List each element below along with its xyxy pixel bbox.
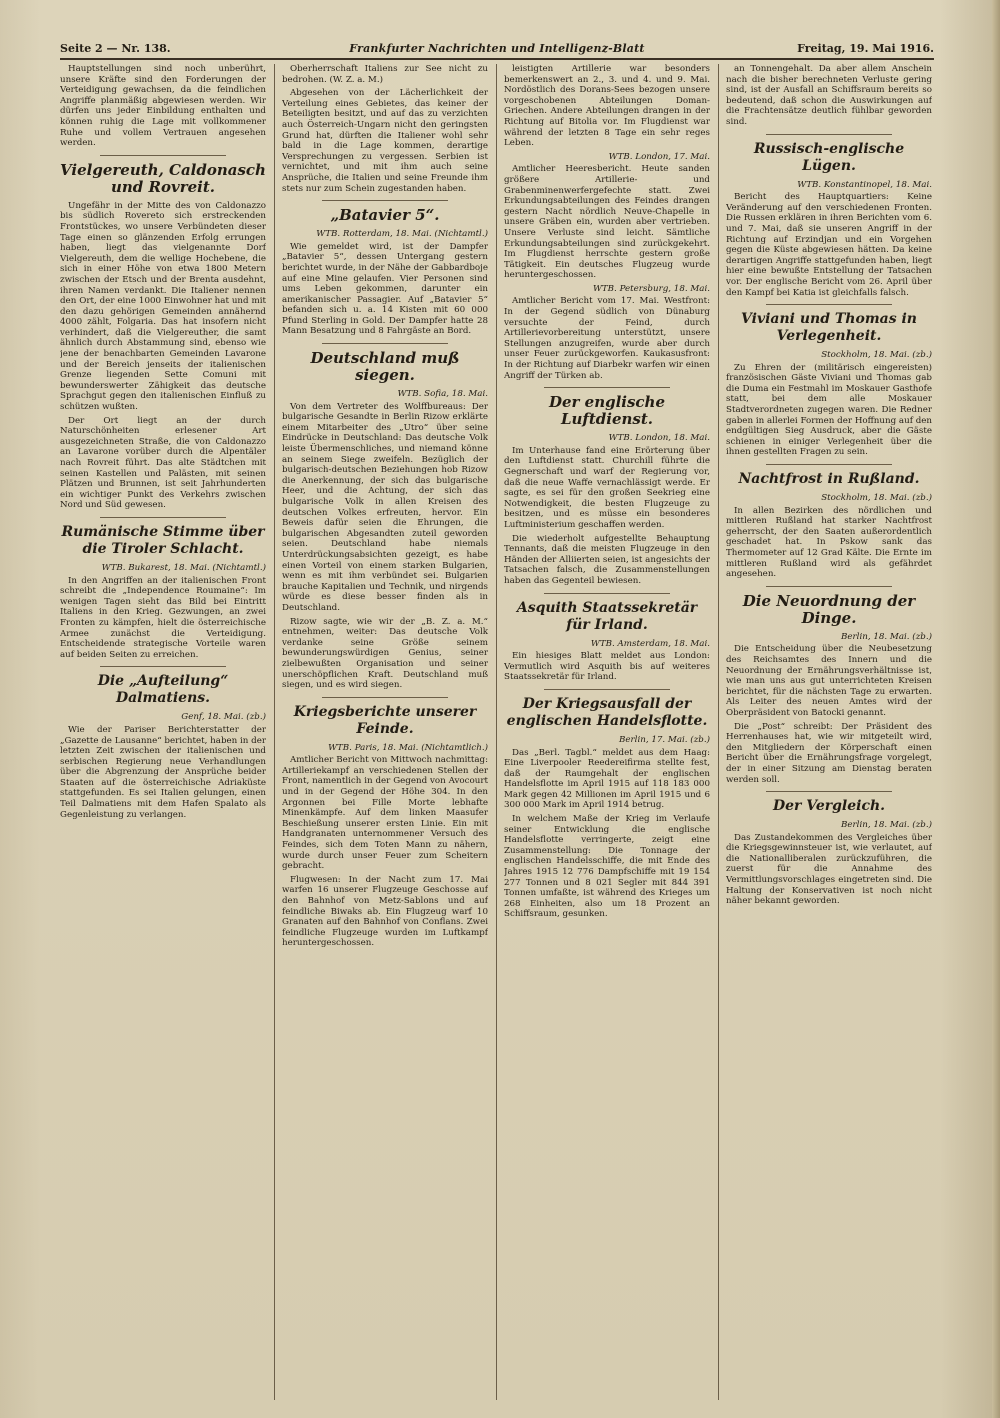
article-paragraph: Amtlicher Heeresbericht. Heute sanden größere Artillerie- und Grabenminenwerfergefechte statt. Zwei Erkundungsabteilungen des Feindes drangen gestern Nacht nördlich Neuve-Chapelle in unsere Gräben ein, wurden aber vertrieben. Unsere Verluste sind leicht. Sämtliche Erkundungsabteilungen sind zurückgekehrt. Im Flugdienst herrschte gestern große Tätigkeit. Ein deutsches Flugzeug wurde heruntergeschossen. bbox=[504, 164, 710, 281]
dateline: Stockholm, 18. Mai. (zb.) bbox=[821, 493, 932, 504]
dateline: Stockholm, 18. Mai. (zb.) bbox=[821, 350, 932, 361]
divider bbox=[766, 304, 892, 305]
article-title: „Batavier 5“. bbox=[330, 206, 440, 225]
article-paragraph: Rizow sagte, wie wir der „B. Z. a. M.“ entnehmen, weiter: Das deutsche Volk verdanke seine Größe seinem bewunderungswürdigen Genius, seiner zielbewußten Organisation und seiner unerschöpflichen Kraft. Deutschland muß siegen, und es wird siegen. bbox=[282, 616, 488, 691]
article-continuation: Hauptstellungen sind noch unberührt, unsere Kräfte sind den Forderungen der Verteidigung gewachsen, da die feindlichen Angriffe planmäßig abgewiesen werden. Wir dürfen uns jeder Einbildung enthalten und können ruhig die Lage mit vollkommener Ruhe und vollem Vertrauen angesehen werden. bbox=[60, 64, 266, 149]
divider bbox=[100, 517, 226, 518]
article-title: Die Neuordnung der Dinge. bbox=[742, 591, 916, 627]
article-paragraph: Von dem Vertreter des Wolffbureaus: Der bulgarische Gesandte in Berlin Rizow erklärte einem Mitarbeiter des „Utro“ über seine Eindrücke in Deutschland: Das deutsche Volk leiste Übermenschliches, und niemand könne an seinem Siege zweifeln. Bezüglich der bulgarisch-deutschen Beziehungen hob Rizow die Anerkennung, der sich das bulgarische Heer, und die Achtung, der sich das bulgarische Volk in allen Kreisen des deutschen Volkes erfreuten, hervor. Ein Beweis dafür seien die Ehrungen, die bulgarischen Abgesandten zuteil geworden seien. Deutschland habe niemals Unterdrückungsabsichten gezeigt, es habe einen Vorteil von einem starken Bulgarien, wenn es mit ihm verbündet sei. Bulgarien brauche Kapitalien und Technik, und nirgends würde es diese besser finden als in Deutschland. bbox=[282, 401, 488, 613]
article-paragraph: Die Entscheidung über die Neubesetzung des Reichsamtes des Innern und die Neuordnung der Ernährungsverhältnisse ist, wie man uns aus gut unterrichteten Kreisen berichtet, für die nächsten Tage zu erwarten. Als Leiter des neuen Amtes wird der Oberpräsident von Batocki genannt. bbox=[726, 644, 932, 718]
page-edge bbox=[992, 0, 1000, 1418]
article-paragraph: Zu Ehren der (militärisch eingereisten) französischen Gäste Viviani und Thomas gab die Duma ein Festmahl im Moskauer Gasthofe statt, bei dem alle Moskauer Stadtverordneten zugegen waren. Die Redner gaben in allerlei Formen der Hoffnung auf den endgültigen Sieg Ausdruck, aber die Gäste schienen in einiger Verlegenheit über die ihnen gestellten Fragen zu sein. bbox=[726, 362, 932, 458]
article-paragraph: Im Unterhause fand eine Erörterung über den Luftdienst statt. Churchill führte die Gegnerschaft und warf der Regierung vor, daß die neue Waffe vernachlässigt werde. Er sagte, es sei für den großen Seekrieg eine Notwendigkeit, die besten Flugzeuge zu besitzen, und es müsse ein besonderes Luftministerium geschaffen werden. bbox=[504, 445, 710, 530]
divider bbox=[766, 134, 892, 135]
article-paragraph: Das Zustandekommen des Vergleiches über die Kriegsgewinnsteuer ist, wie verlautet, auf die Nationalliberalen zurückzuführen, die zuerst für die Annahme des Vermittlungsvorschlages eingetreten sind. Die Haltung der Konservativen ist noch nicht näher bekannt geworden. bbox=[726, 832, 932, 907]
dateline: WTB. Bukarest, 18. Mai. (Nichtamtl.) bbox=[101, 562, 266, 573]
dateline: WTB. London, 17. Mai. bbox=[608, 151, 710, 162]
page-header bbox=[60, 38, 934, 60]
dateline: WTB. Petersburg, 18. Mai. bbox=[592, 283, 710, 294]
column-rule bbox=[718, 64, 719, 1400]
article-title: Vielgereuth, Caldonasch und Rovreit. bbox=[60, 160, 266, 196]
article-paragraph: Wie der Pariser Berichterstatter der „Gazette de Lausanne“ berichtet, haben in der letzten Zeit zwischen der italienischen und serbischen Regierung neue Verhandlungen über die Abgrenzung der Ansprüche beider Staaten auf die österreichische Adriaküste stattgefunden. Es sei Italien gelungen, einen Teil Dalmatiens mit dem Hafen Spalato als Gegenleistung zu verlangen. bbox=[60, 724, 266, 820]
columns bbox=[60, 64, 934, 1404]
article-continuation: an Tonnengehalt. Da aber allem Anschein nach die bisher berechneten Verluste gering sind, ist der Ausfall an Schiffsraum bereits so bedeutend, daß schon die Auswirkungen auf die Frachtensätze deutlich fühlbar geworden sind. bbox=[726, 64, 932, 127]
dateline: WTB. Sofia, 18. Mai. bbox=[397, 389, 488, 400]
dateline: Genf, 18. Mai. (zb.) bbox=[181, 712, 266, 723]
dateline: WTB. London, 18. Mai. bbox=[608, 433, 710, 444]
divider bbox=[766, 791, 892, 792]
article-paragraph: Der Ort liegt an der durch Naturschönheiten erlesener Art ausgezeichneten Straße, die von Caldonazzo an Lavarone vorüber durch die Alpentäler nach Rovreit führt. Das alte Städtchen mit seinen Kastellen und Palästen, mit seinen Plätzen und Brunnen, ist seit Jahrhunderten ein wichtiger Punkt des Verkehrs zwischen Nord und Süd gewesen. bbox=[60, 415, 266, 511]
article-continuation: Oberherrschaft Italiens zur See nicht zu bedrohen. (W. Z. a. M.) bbox=[282, 64, 488, 85]
article-paragraph: Abgesehen von der Lächerlichkeit der Verteilung eines Gebietes, das keiner der Beteiligten besitzt, und auf das zu verzichten auch Österreich-Ungarn nicht den geringsten Grund hat, dürften die Italiener wohl sehr bald in die Lage kommen, derartige Versprechungen zu vergessen. Serbien ist vernichtet, und mit ihm auch seine Ansprüche, die Italien und seine Freunde ihm stets nur zum Schein zugestanden haben. bbox=[282, 88, 488, 194]
article-title: Russisch-englische Lügen. bbox=[753, 140, 905, 174]
article-continuation: leistigten Artillerie war besonders bemerkenswert an 2., 3. und 4. und 9. Mai. Nordöstlich des Dorans-Sees bezogen unsere vorgeschobenen Abteilungen Doman-Griechen. Andere Abteilungen drangen in der Richtung auf Bitolia vor. Im Flugdienst war während der letzten 8 Tage ein sehr reges Leben. bbox=[504, 64, 710, 149]
divider bbox=[322, 697, 448, 698]
divider bbox=[544, 593, 670, 594]
article-title: Der Kriegsausfall der englischen Handelsflotte. bbox=[506, 695, 708, 729]
article-paragraph: Die wiederholt aufgestellte Behauptung Tennants, daß die meisten Flugzeuge in den Händen der Alliierten seien, ist angesichts der Tatsachen falsch, die Zusammenstellungen haben das Gegenteil bewiesen. bbox=[504, 533, 710, 586]
article-paragraph: Amtlicher Bericht vom 17. Mai. Westfront: In der Gegend südlich von Dünaburg versuchte der Feind, durch Artillerievorbereitung unterstützt, unsere Stellungen anzugreifen, wurde aber durch unser Feuer zurückgeworfen. Kaukasusfront: In der Richtung auf Diarbekr warfen wir einen Angriff der Türken ab. bbox=[504, 296, 710, 381]
divider bbox=[544, 387, 670, 388]
article-paragraph: Flugwesen: In der Nacht zum 17. Mai warfen 16 unserer Flugzeuge Geschosse auf den Bahnhof von Metz-Sablons und auf feindliche Biwaks ab. Ein Flugzeug warf 10 Granaten auf den Bahnhof von Conflans. Zwei feindliche Flugzeuge wurden im Luftkampf heruntergeschossen. bbox=[282, 874, 488, 949]
divider bbox=[100, 666, 226, 667]
page-number: Seite 2 — Nr. 138. bbox=[60, 42, 171, 55]
article-title: Der Vergleich. bbox=[772, 798, 886, 815]
dateline: Berlin, 18. Mai. (zb.) bbox=[841, 631, 932, 642]
article-paragraph: In allen Bezirken des nördlichen und mittleren Rußland hat starker Nachtfrost geherrscht, der den Saaten außerordentlich geschadet hat. In Pskow sank das Thermometer auf 12 Grad Kälte. Die Ernte im mittleren Rußland wird als gefährdet angesehen. bbox=[726, 505, 932, 580]
newspaper-title: Frankfurter Nachrichten und Intelligenz-Blatt bbox=[349, 42, 645, 55]
article-paragraph: Ein hiesiges Blatt meldet aus London: Vermutlich wird Asquith bis auf weiteres Staatssekretär für Irland. bbox=[504, 651, 710, 683]
article-paragraph: Wie gemeldet wird, ist der Dampfer „Batavier 5“, dessen Untergang gestern berichtet wurde, in der Nähe der Gabbardboje auf eine Mine gelaufen. Vier Personen sind ums Leben gekommen, darunter ein amerikanischer Passagier. Auf „Batavier 5“ befanden sich u. a. 14 Kisten mit 60 000 Pfund Sterling in Gold. Der Dampfer hatte 28 Mann Besatzung und 8 Fahrgäste an Bord. bbox=[282, 241, 488, 337]
dateline: WTB. Konstantinopel, 18. Mai. bbox=[797, 179, 932, 190]
column-1 bbox=[60, 64, 266, 1400]
article-paragraph: In den Angriffen an der italienischen Front schreibt die „Independence Roumaine“: Im wenigen Tagen sieht das Bild bei Eintritt Italiens in den Krieg. Gezwungen, an zwei Fronten zu kämpfen, hielt die österreichische Armee zunächst die Verteidigung. Entscheidende strategische Vorteile waren auf beiden Seiten zu erreichen. bbox=[60, 575, 266, 660]
column-3 bbox=[504, 64, 710, 1400]
divider bbox=[544, 689, 670, 690]
dateline: WTB. Paris, 18. Mai. (Nichtamtlich.) bbox=[328, 742, 488, 753]
article-paragraph: Ungefähr in der Mitte des von Caldonazzo bis südlich Rovereto sich erstreckenden Frontstückes, wo unsere Verbündeten dieser Tage einen so glänzenden Erfolg errungen haben, liegt das vielgenannte Dorf Vielgereuth, dem die wellige Hochebene, die sich in einer Höhe von etwa 1800 Metern zwischen der Etsch und der Brenta ausdehnt, ihren Namen verdankt. Die Italiener nennen den Ort, der eine 1000 Einwohner hat und mit den dazu gehörigen Gemeinden annähernd 4000 zählt, Folgaria. Das hat insofern nicht verhindert, daß die Vielgereuther, die samt ähnlich durch Abstammung sind, ebenso wie jene der benachbarten Gemeinden Lavarone und der Bereich jenseits der italienischen Grenze liegenden Sette Comuni mit bewunderswerter Zähigkeit das deutsche Sprachgut gegen den italienischen Einfluß zu schützen wußten. bbox=[60, 200, 266, 413]
article-title: Deutschland muß siegen. bbox=[310, 349, 460, 385]
article-paragraph: Die „Post“ schreibt: Der Präsident des Herrenhauses hat, wie wir mitgeteilt wird, den Mitgliedern der Körperschaft einen Bericht über die Ernährungsfrage vorgelegt, der in einer Sitzung am Dienstag beraten werden soll. bbox=[726, 721, 932, 785]
dateline: Berlin, 17. Mai. (zb.) bbox=[619, 734, 710, 745]
article-title: Nachtfrost in Rußland. bbox=[738, 471, 920, 488]
article-paragraph: Bericht des Hauptquartiers: Keine Veränderung auf den verschiedenen Fronten. Die Russen erklären in ihren Berichten vom 6. und 7. Mai, daß sie unseren Angriff in der Richtung auf Erzindjan und ein Vorgehen gegen die Küste abgewiesen hätten. Da keine derartigen Angriffe stattgefunden haben, liegt hier eine bewußte Entstellung der Tatsachen vor. Der englische Bericht vom 26. April über den Kampf bei Katia ist gleichfalls falsch. bbox=[726, 192, 932, 298]
dateline: Berlin, 18. Mai. (zb.) bbox=[841, 820, 932, 831]
article-title: Die „Aufteilung“ Dalmatiens. bbox=[97, 673, 229, 707]
divider bbox=[766, 464, 892, 465]
divider bbox=[766, 586, 892, 587]
column-rule bbox=[274, 64, 275, 1400]
dateline: WTB. Amsterdam, 18. Mai. bbox=[590, 638, 710, 649]
article-title: Kriegsberichte unserer Feinde. bbox=[293, 703, 477, 737]
issue-date: Freitag, 19. Mai 1916. bbox=[797, 42, 934, 55]
article-paragraph: Amtlicher Bericht von Mittwoch nachmittag: Artilleriekampf an verschiedenen Stellen der Front, namentlich in der Gegend von Avocourt und in der Gegend der Höhe 304. In den Argonnen bei Fille Morte lebhafte Minenkämpfe. Auf dem linken Maasufer Beschießung unserer ersten Linie. Ein mit Handgranaten unternommener Versuch des Feindes, sich dem Toten Mann zu nähern, wurde durch unser Feuer zum Scheitern gebracht. bbox=[282, 755, 488, 872]
divider bbox=[322, 200, 448, 201]
article-title: Viviani und Thomas in Verlegenheit. bbox=[741, 311, 917, 345]
divider bbox=[100, 155, 226, 156]
article-title: Rumänische Stimme über die Tiroler Schlacht. bbox=[61, 523, 265, 557]
column-4 bbox=[726, 64, 932, 1400]
article-title: Asquith Staatssekretär für Irland. bbox=[516, 599, 698, 633]
column-rule bbox=[496, 64, 497, 1400]
article-title: Der englische Luftdienst. bbox=[548, 393, 666, 429]
column-2 bbox=[282, 64, 488, 1400]
article-paragraph: In welchem Maße der Krieg im Verlaufe seiner Entwicklung die englische Handelsflotte verringerte, zeigt eine Zusammenstellung: Die Tonnage der englischen Handelsschiffe, die mit Ende des Jahres 1915 12 776 Dampfschiffe mit 19 154 277 Tonnen und 8 021 Segler mit 844 391 Tonnen umfaßte, ist während des Krieges um 268 Einheiten, also um 18 Prozent an Schiffsraum, gesunken. bbox=[504, 814, 710, 920]
dateline: WTB. Rotterdam, 18. Mai. (Nichtamtl.) bbox=[316, 229, 488, 240]
divider bbox=[322, 343, 448, 344]
article-paragraph: Das „Berl. Tagbl.“ meldet aus dem Haag: Eine Liverpooler Reedereifirma stellte fest, daß der Raumgehalt der englischen Handelsflotte im April 1915 auf 118 183 000 Mark gegen 42 Millionen im April 1915 und 6 300 000 Mark im April 1914 betrug. bbox=[504, 747, 710, 811]
